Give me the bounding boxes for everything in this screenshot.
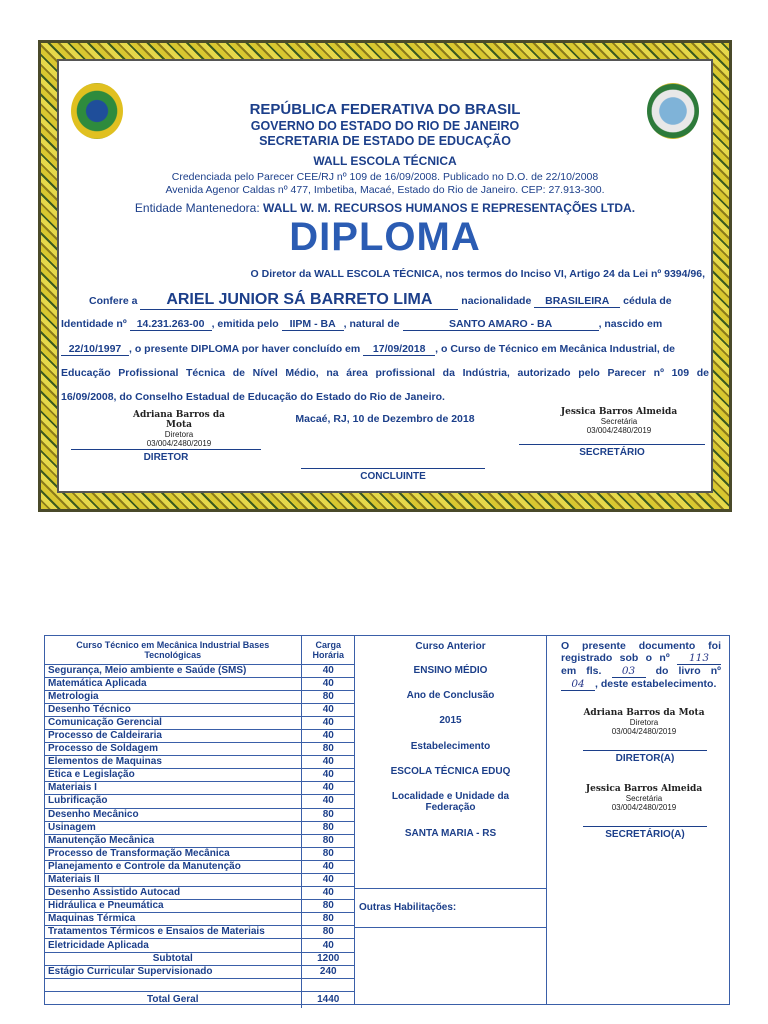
establishment-label: Estabelecimento — [410, 741, 491, 752]
total-hours: 1440 — [301, 991, 355, 1008]
graduate-label: CONCLUINTE — [360, 471, 426, 482]
natural-value: SANTO AMARO - BA — [403, 318, 599, 331]
location-value: SANTA MARIA - RS — [404, 828, 497, 839]
registry-secretary-label: SECRETÁRIO(A) — [605, 829, 685, 840]
subject-name: Segurança, Meio ambiente e Saúde (SMS) — [45, 664, 301, 677]
presente-label: , o presente DIPLOMA por haver concluído em — [129, 343, 361, 355]
student-name: ARIEL JUNIOR SÁ BARRETO LIMA — [140, 291, 458, 310]
blank-cell — [45, 978, 301, 991]
subject-row — [45, 703, 355, 716]
diploma-inner — [57, 59, 713, 493]
subject-hours: 80 — [301, 690, 355, 703]
subject-hours: 80 — [301, 847, 355, 860]
subject-row — [45, 664, 355, 677]
subject-hours: 80 — [301, 808, 355, 821]
subject-name: Elementos de Maquinas — [45, 756, 301, 769]
secretary-signature: Jessica Barros Almeida Secretária 03/004/2480/2019 — [560, 407, 678, 435]
address-text: Avenida Agenor Caldas nº 477, Imbetiba, Macaé, Estado do Rio de Janeiro. CEP: 27.913-300. — [165, 184, 605, 196]
subject-name: Planejamento e Controle da Manutenção — [45, 860, 301, 873]
internship-label: Estágio Curricular Supervisionado — [45, 965, 301, 978]
subject-hours: 40 — [301, 887, 355, 900]
registration-book: 04 — [561, 678, 595, 691]
academic-records — [44, 635, 730, 1005]
entity-name: WALL W. M. RECURSOS HUMANOS E REPRESENTAÇÕES LTDA. — [263, 201, 636, 215]
secretary-label: SECRETÁRIO — [579, 447, 645, 458]
subjects-header: Curso Técnico em Mecânica Industrial Bases Tecnológicas — [45, 636, 301, 664]
subject-row — [45, 913, 355, 926]
director-label: DIRETOR — [143, 452, 189, 463]
other-qualifications-label: Outras Habilitações: — [359, 902, 457, 913]
subject-hours: 40 — [301, 782, 355, 795]
subject-name: Eletricidade Aplicada — [45, 939, 301, 952]
subject-row — [45, 769, 355, 782]
subject-hours: 40 — [301, 860, 355, 873]
establishment-name: ESCOLA TÉCNICA EDUQ — [390, 766, 511, 777]
subject-hours: 40 — [301, 664, 355, 677]
government-heading: GOVERNO DO ESTADO DO RIO DE JANEIRO — [250, 119, 520, 133]
dates-line — [59, 343, 711, 356]
subject-row — [45, 821, 355, 834]
subtotal-label: Subtotal — [45, 952, 301, 965]
registration-text-d: , deste estabelecimento. — [595, 678, 717, 690]
identidade-value: 14.231.263-00 — [130, 318, 212, 331]
registry-secretary-line — [583, 826, 707, 827]
hours-header: Carga Horária — [301, 636, 355, 664]
subject-row — [45, 756, 355, 769]
area-line: Educação Profissional Técnica de Nível Médio, na área profissional da Indústria, autorizado pelo Parecer nº 109 de — [61, 367, 709, 379]
subject-hours: 40 — [301, 874, 355, 887]
subject-hours: 80 — [301, 821, 355, 834]
subject-hours: 80 — [301, 913, 355, 926]
previous-course-title: Curso Anterior — [415, 641, 486, 652]
subject-name: Processo de Caldeiraria — [45, 729, 301, 742]
subject-hours: 40 — [301, 716, 355, 729]
subject-name: Desenho Assistido Autocad — [45, 887, 301, 900]
subject-name: Maquinas Térmica — [45, 913, 301, 926]
subject-name: Matemática Aplicada — [45, 677, 301, 690]
registry-director-signature: Adriana Barros da Mota Diretora 03/004/2480/2019 — [583, 708, 705, 736]
subject-name: Metrologia — [45, 690, 301, 703]
nationality-value: BRASILEIRA — [534, 295, 620, 308]
subject-name: Materiais II — [45, 874, 301, 887]
subject-hours: 40 — [301, 769, 355, 782]
confere-line — [59, 291, 711, 310]
subject-name: Manutenção Mecânica — [45, 834, 301, 847]
registration-column — [547, 636, 731, 1004]
subject-name: Tratamentos Térmicos e Ensaios de Materiais — [45, 926, 301, 939]
subject-row — [45, 729, 355, 742]
blank-row — [45, 978, 355, 991]
subject-row — [45, 860, 355, 873]
registration-text-b: em fls. — [561, 665, 602, 677]
subject-hours: 40 — [301, 939, 355, 952]
subject-name: Materiais I — [45, 782, 301, 795]
registration-text — [561, 640, 721, 691]
council-line: 16/09/2008, do Conselho Estadual de Educação do Estado do Rio de Janeiro. — [61, 391, 445, 403]
subject-hours: 80 — [301, 926, 355, 939]
subject-name: Usinagem — [45, 821, 301, 834]
subjects-header-row — [45, 636, 355, 664]
identity-line — [59, 318, 711, 331]
subject-hours: 40 — [301, 756, 355, 769]
subject-row — [45, 900, 355, 913]
subject-row — [45, 808, 355, 821]
emitida-label: , emitida pelo — [211, 318, 279, 330]
subject-row — [45, 795, 355, 808]
subject-row — [45, 939, 355, 952]
accreditation-text: Credenciada pelo Parecer CEE/RJ nº 109 de 16/09/2008. Publicado no D.O. de 22/10/2008 — [171, 171, 599, 183]
registry-director-label: DIRETOR(A) — [615, 753, 675, 764]
total-row — [45, 991, 355, 1008]
subtotal-hours: 1200 — [301, 952, 355, 965]
subject-hours: 40 — [301, 795, 355, 808]
birth-date: 22/10/1997 — [61, 343, 129, 356]
blank-hours-cell — [301, 978, 355, 991]
entity-label: Entidade Mantenedora: — [134, 201, 260, 215]
graduate-signature-line — [301, 468, 485, 469]
subject-row — [45, 874, 355, 887]
entity-line — [59, 201, 711, 215]
place-date: Macaé, RJ, 10 de Dezembro de 2018 — [295, 413, 475, 425]
previous-course-column — [355, 636, 547, 1004]
subject-name: Processo de Transformação Mecânica — [45, 847, 301, 860]
previous-course-level: ENSINO MÉDIO — [413, 665, 488, 676]
director-signature: Adriana Barros da Mota Diretora 03/004/2480/2019 — [132, 410, 226, 448]
confere-label: Confere a — [89, 295, 138, 307]
subject-hours: 80 — [301, 900, 355, 913]
registration-number: 113 — [677, 652, 721, 665]
subject-row — [45, 926, 355, 939]
registration-page: 03 — [612, 665, 646, 678]
subject-row — [45, 743, 355, 756]
subject-row — [45, 690, 355, 703]
subject-name: Ética e Legislação — [45, 769, 301, 782]
total-label: Total Geral — [147, 994, 199, 1006]
subject-row — [45, 677, 355, 690]
diploma-certificate — [38, 40, 732, 512]
section-divider — [355, 927, 546, 928]
conclusion-date: 17/09/2018 — [363, 343, 435, 356]
conclusion-year-label: Ano de Conclusão — [406, 690, 495, 701]
subject-name: Comunicação Gerencial — [45, 716, 301, 729]
secretary-signature-line — [519, 444, 705, 445]
subject-hours: 80 — [301, 743, 355, 756]
internship-row — [45, 965, 355, 978]
subject-name: Lubrificação — [45, 795, 301, 808]
director-signature-line — [71, 449, 261, 450]
subject-name: Processo de Soldagem — [45, 743, 301, 756]
subject-hours: 80 — [301, 834, 355, 847]
republic-heading: REPÚBLICA FEDERATIVA DO BRASIL — [249, 101, 521, 118]
emitida-value: IIPM - BA — [282, 318, 344, 331]
nationality-label: nacionalidade — [461, 295, 532, 307]
identidade-label: Identidade nº — [61, 318, 127, 330]
diploma-title: DIPLOMA — [289, 215, 481, 259]
subject-name: Hidráulica e Pneumática — [45, 900, 301, 913]
subject-row — [45, 887, 355, 900]
subject-hours: 40 — [301, 703, 355, 716]
subjects-column — [45, 636, 355, 1004]
cedula-label: cédula de — [623, 295, 672, 307]
subject-row — [45, 847, 355, 860]
section-divider — [355, 888, 546, 889]
subject-row — [45, 716, 355, 729]
registration-text-a: O presente documento foi registrado sob o nº — [561, 640, 721, 664]
subject-row — [45, 834, 355, 847]
curso-label: , o Curso de Técnico em Mecânica Industrial, de — [435, 343, 675, 355]
secretariat-heading: SECRETARIA DE ESTADO DE EDUCAÇÃO — [259, 134, 511, 148]
subject-hours: 40 — [301, 677, 355, 690]
registry-secretary-signature: Jessica Barros Almeida Secretária 03/004/2480/2019 — [585, 784, 703, 812]
school-name: WALL ESCOLA TÉCNICA — [313, 154, 457, 168]
internship-hours: 240 — [301, 965, 355, 978]
nascido-label: , nascido em — [598, 318, 663, 330]
subject-row — [45, 782, 355, 795]
subject-name: Desenho Técnico — [45, 703, 301, 716]
conclusion-year: 2015 — [439, 715, 462, 726]
intro-line: O Diretor da WALL ESCOLA TÉCNICA, nos termos do Inciso VI, Artigo 24 da Lei nº 9394/96, — [250, 268, 705, 280]
subtotal-row — [45, 952, 355, 965]
subject-name: Desenho Mecânico — [45, 808, 301, 821]
registry-director-line — [583, 750, 707, 751]
subjects-table — [45, 636, 355, 1008]
subject-hours: 40 — [301, 729, 355, 742]
registration-text-c: do livro nº — [655, 665, 721, 677]
natural-label: , natural de — [343, 318, 400, 330]
location-label: Localidade e Unidade da Federação — [391, 791, 510, 813]
